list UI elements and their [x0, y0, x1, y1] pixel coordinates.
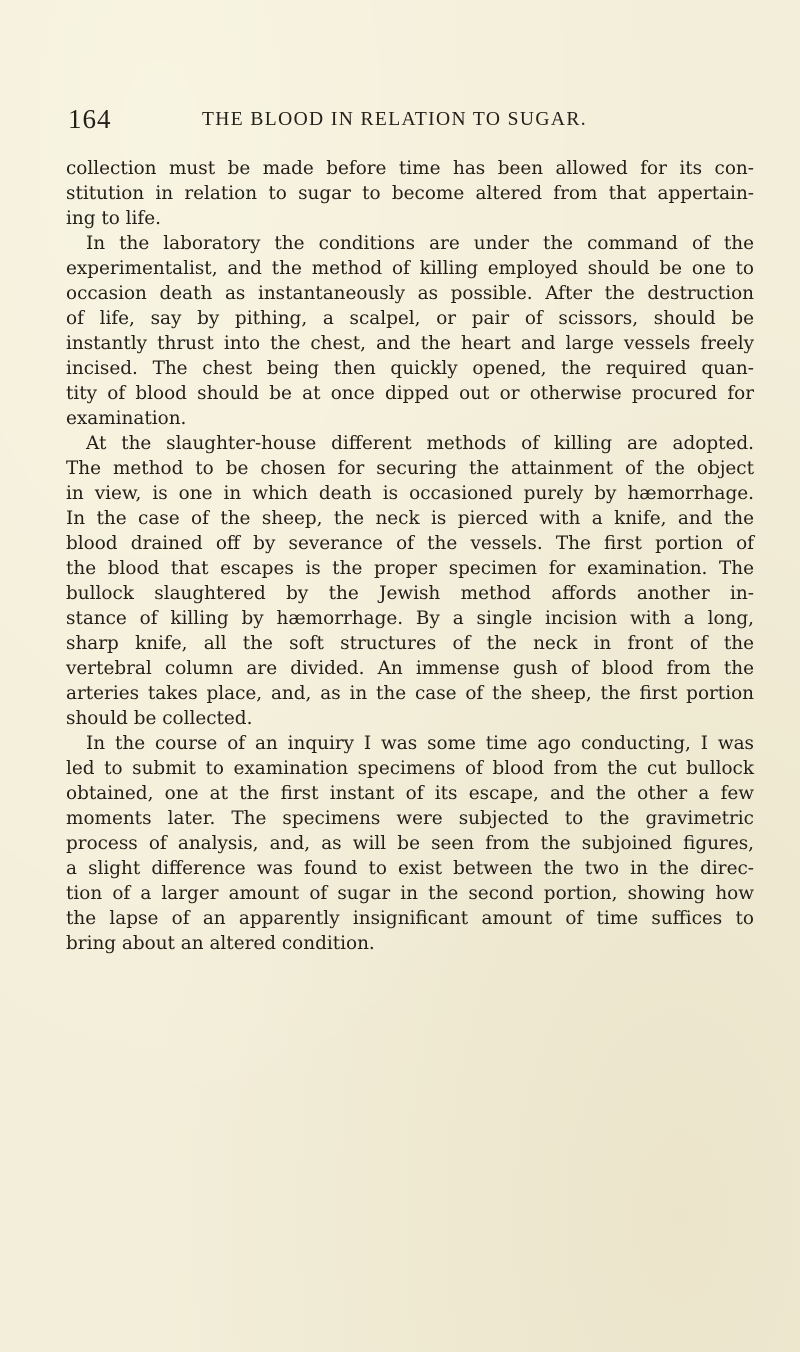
text-line: tion of a larger amount of sugar in the second portion, showing how: [66, 883, 754, 904]
text-line: process of analysis, and, as will be seen from the subjoined figures,: [66, 833, 754, 854]
text-line: collection must be made before time has been allowed for its con-: [66, 158, 754, 179]
text-line: instantly thrust into the chest, and the heart and large vessels freely: [66, 333, 754, 354]
text-line: should be collected.: [66, 708, 253, 729]
text-line: arteries takes place, and, as in the case of the sheep, the first portion: [66, 683, 754, 704]
text-line: experimentalist, and the method of killing employed should be one to: [66, 258, 754, 279]
text-line: At the slaughter-house different methods of killing are adopted.: [86, 433, 754, 454]
text-line: moments later. The specimens were subjected to the gravimetric: [66, 808, 754, 829]
text-line: stance of killing by hæmorrhage. By a single incision with a long,: [66, 608, 754, 629]
text-line: the lapse of an apparently insignificant amount of time suffices to: [66, 908, 754, 929]
text-line: The method to be chosen for securing the attainment of the object: [66, 458, 754, 479]
paragraph-4: [66, 731, 754, 956]
text-line: bullock slaughtered by the Jewish method affords another in-: [66, 583, 754, 604]
paragraph-1: [66, 156, 754, 231]
text-line: tity of blood should be at once dipped out or otherwise procured for: [66, 383, 754, 404]
text-line: the blood that escapes is the proper specimen for examination. The: [66, 558, 754, 579]
paragraph-3: [66, 431, 754, 731]
text-line: stitution in relation to sugar to become altered from that appertain-: [66, 183, 754, 204]
running-title: THE BLOOD IN RELATION TO SUGAR.: [202, 109, 588, 130]
text-line: In the case of the sheep, the neck is pierced with a knife, and the: [66, 508, 754, 529]
text-line: vertebral column are divided. An immense gush of blood from the: [66, 658, 754, 679]
page-header: [68, 104, 748, 144]
text-line: ing to life.: [66, 208, 161, 229]
text-line: examination.: [66, 408, 187, 429]
text-line: blood drained off by severance of the vessels. The first portion of: [66, 533, 754, 554]
text-line: occasion death as instantaneously as possible. After the destruction: [66, 283, 754, 304]
text-line: obtained, one at the first instant of its escape, and the other a few: [66, 783, 754, 804]
text-line: In the laboratory the conditions are under the command of the: [86, 233, 754, 254]
text-line: a slight difference was found to exist between the two in the direc-: [66, 858, 754, 879]
text-line: sharp knife, all the soft structures of the neck in front of the: [66, 633, 754, 654]
text-line: in view, is one in which death is occasioned purely by hæmorrhage.: [66, 483, 754, 504]
text-line: incised. The chest being then quickly opened, the required quan-: [66, 358, 754, 379]
body-text: [66, 156, 754, 956]
text-line: led to submit to examination specimens of blood from the cut bullock: [66, 758, 754, 779]
text-line: of life, say by pithing, a scalpel, or pair of scissors, should be: [66, 308, 754, 329]
text-line: In the course of an inquiry I was some time ago conducting, I was: [86, 733, 754, 754]
text-line: bring about an altered condition.: [66, 933, 375, 954]
page-number: 164: [68, 104, 112, 134]
paragraph-2: [66, 231, 754, 431]
